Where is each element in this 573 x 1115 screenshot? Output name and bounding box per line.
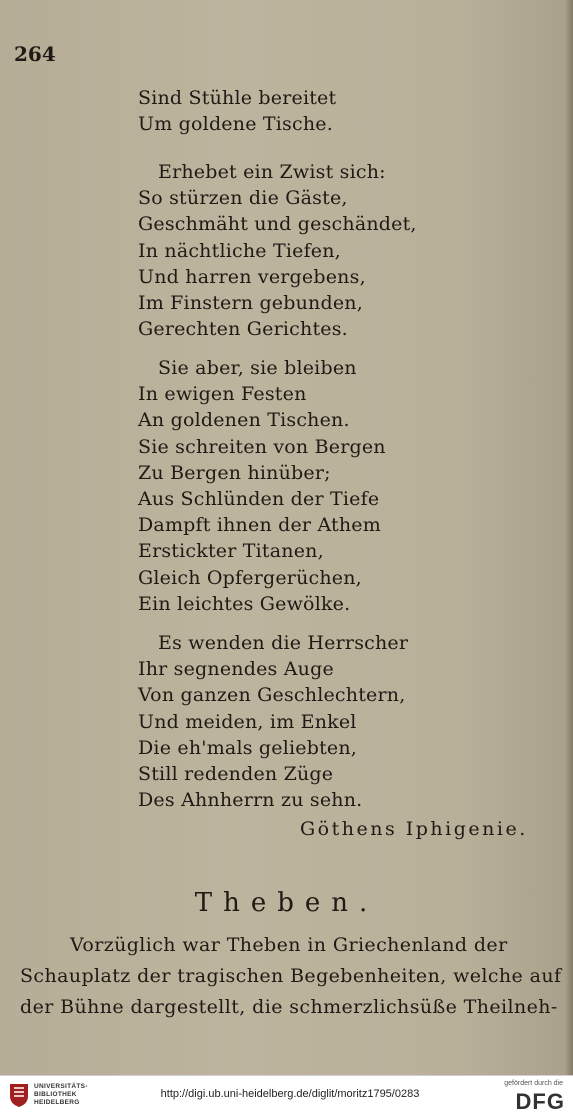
poem-line: Dampft ihnen der Athem [138, 514, 381, 537]
poem-line: Die eh'mals geliebten, [138, 736, 358, 759]
dfg-logo: DFG [515, 1089, 565, 1114]
poem-line: Erstickter Titanen, [138, 540, 324, 563]
poem-line: So stürzen die Gäste, [138, 187, 348, 210]
poem-line: Aus Schlünden der Tiefe [138, 487, 380, 510]
poem-line: Im Finstern gebunden, [138, 291, 363, 314]
funding-label: gefördert durch die [504, 1080, 563, 1087]
poem-line: An goldenen Tischen. [138, 409, 350, 432]
poem-line: Gerechten Gerichtes. [138, 318, 348, 341]
poem-line: Geschmäht und geschändet, [138, 213, 417, 236]
poem-line: Um goldene Tische. [138, 113, 333, 136]
poem-stanza-1 [138, 85, 336, 137]
poem-line: In nächtliche Tiefen, [138, 239, 341, 262]
poem-line: Es wenden die Herrscher [158, 632, 409, 654]
poem-line: Des Ahnherrn zu sehn. [138, 789, 363, 812]
poem-line: Und meiden, im Enkel [138, 710, 357, 733]
section-heading: Theben. [194, 888, 379, 918]
poem-stanza-4 [138, 630, 408, 813]
page-number: 264 [14, 42, 56, 66]
poem-stanza-2 [138, 159, 417, 342]
university-seal-icon [8, 1082, 30, 1108]
poem-line: Ihr segnendes Auge [138, 658, 334, 681]
page-edge-shadow [565, 0, 573, 1075]
poem-line: Sie aber, sie bleiben [158, 357, 357, 379]
poem-line: Erhebet ein Zwist sich: [158, 161, 386, 183]
poem-line: In ewigen Festen [138, 383, 307, 406]
poem-line: Zu Bergen hinüber; [138, 461, 331, 484]
library-name: UNIVERSITÄTS- BIBLIOTHEK HEIDELBERG [34, 1083, 88, 1106]
paragraph-line: Schauplatz der tragischen Begebenheiten, welche auf [20, 965, 562, 987]
poem-attribution: Göthens Iphigenie. [300, 818, 528, 840]
paragraph-line: der Bühne dargestellt, die schmerzlichsüße Theilneh- [20, 996, 558, 1018]
poem-line: Und harren vergebens, [138, 265, 366, 288]
body-paragraph [20, 930, 568, 1023]
viewer-footer [0, 1075, 573, 1115]
poem-line: Von ganzen Geschlechtern, [138, 684, 406, 707]
poem-line: Still redenden Züge [138, 762, 334, 785]
paragraph-line: Vorzüglich war Theben in Griechenland der [70, 934, 508, 956]
poem-line: Ein leichtes Gewölke. [138, 592, 351, 615]
permalink-url[interactable]: http://digi.ub.uni-heidelberg.de/diglit/moritz1795/0283 [160, 1088, 420, 1100]
poem-stanza-3 [138, 355, 386, 617]
poem-line: Sind Stühle bereitet [138, 87, 337, 109]
poem-line: Gleich Opfergerüchen, [138, 566, 362, 589]
poem-line: Sie schreiten von Bergen [138, 435, 386, 458]
